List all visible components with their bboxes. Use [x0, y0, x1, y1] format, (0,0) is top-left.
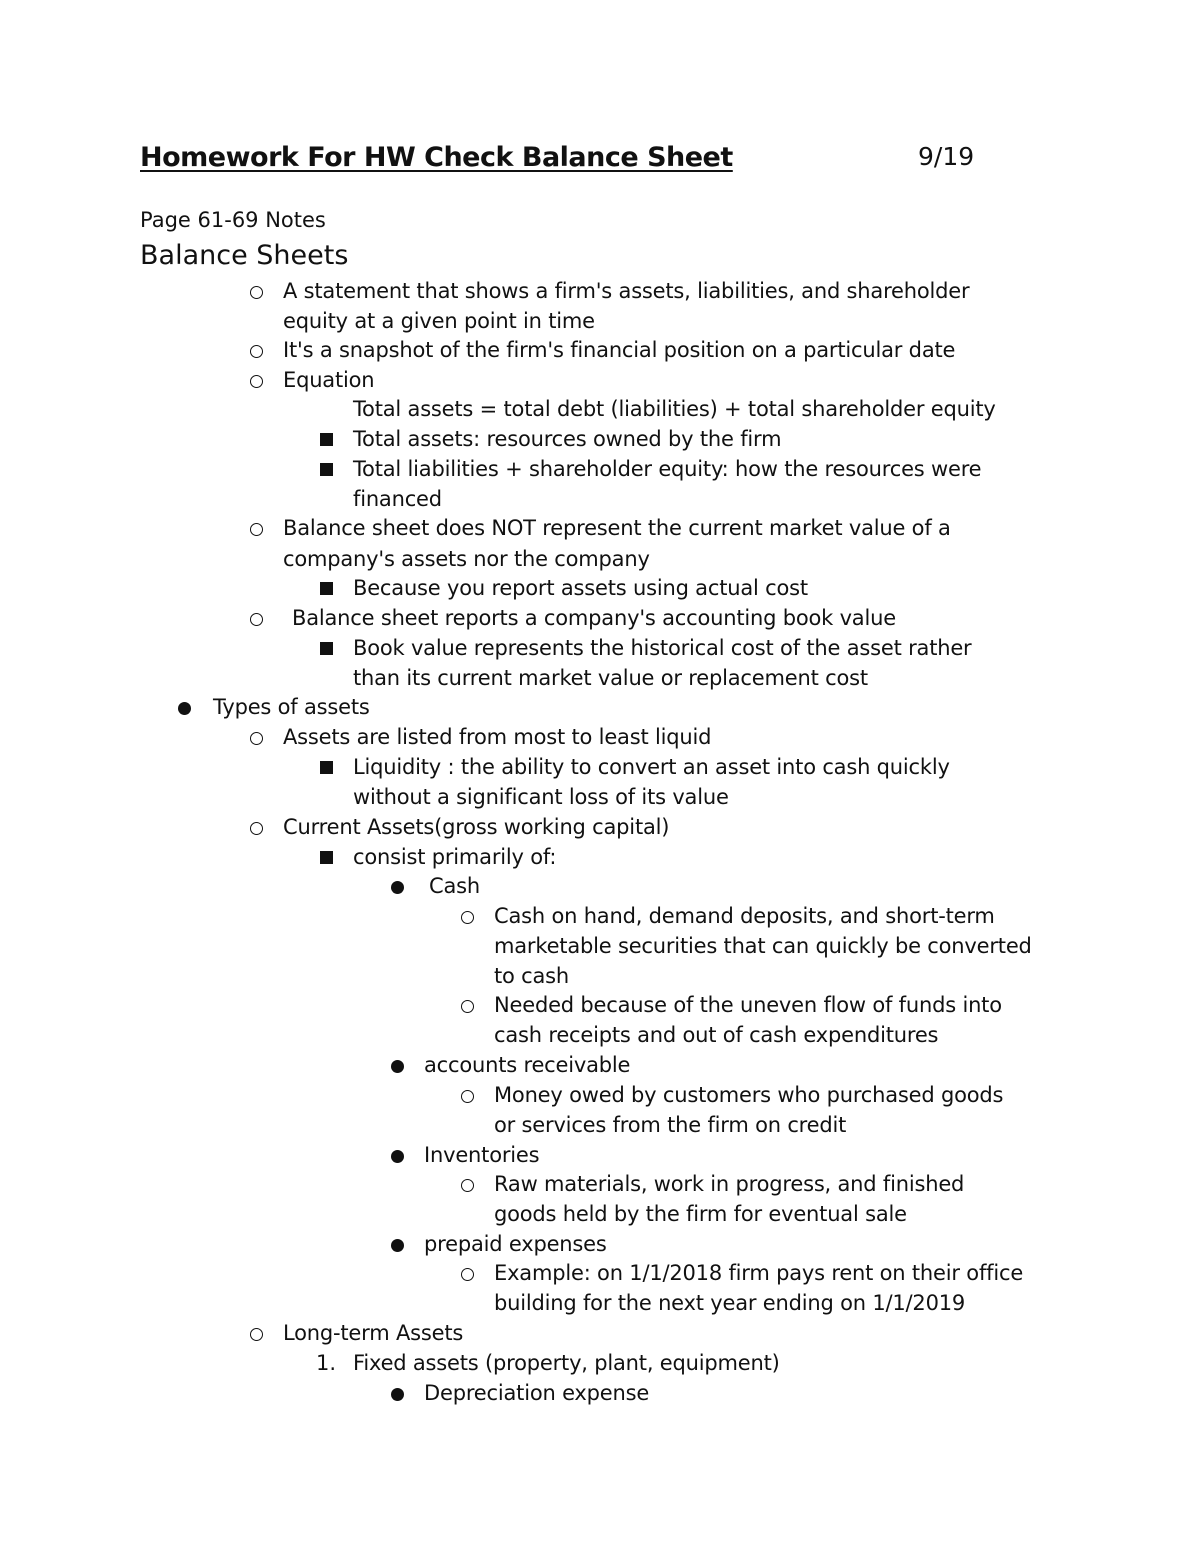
square-bullet-icon [320, 761, 333, 774]
filled-bullet-icon [391, 1060, 404, 1073]
open-circle-bullet-icon [461, 911, 474, 924]
note-line: Equation [283, 368, 375, 392]
note-line: Needed because of the uneven flow of funds into [494, 993, 1002, 1017]
open-circle-bullet-icon [461, 1179, 474, 1192]
note-line: prepaid expenses [424, 1232, 607, 1256]
note-line: Assets are listed from most to least liquid [283, 725, 712, 749]
note-line: Total liabilities + shareholder equity: how the resources were [353, 457, 982, 481]
square-bullet-icon [320, 582, 333, 595]
open-circle-bullet-icon [461, 1268, 474, 1281]
page-title: Homework For HW Check Balance Sheet [140, 142, 733, 173]
note-line: Money owed by customers who purchased goods [494, 1083, 1004, 1107]
note-line: Total assets: resources owned by the firm [353, 427, 782, 451]
square-bullet-icon [320, 463, 333, 476]
note-line: Raw materials, work in progress, and finished [494, 1172, 965, 1196]
note-line: without a significant loss of its value [353, 785, 729, 809]
note-line: Inventories [424, 1143, 540, 1167]
note-line: accounts receivable [424, 1053, 631, 1077]
filled-bullet-icon [391, 881, 404, 894]
square-bullet-icon [320, 642, 333, 655]
note-line: to cash [494, 964, 570, 988]
equation-line: Total assets = total debt (liabilities) + total shareholder equity [353, 397, 996, 421]
open-circle-bullet-icon [250, 613, 263, 626]
note-line: consist primarily of: [353, 845, 557, 869]
note-line: Fixed assets (property, plant, equipment) [353, 1351, 780, 1375]
note-line: Liquidity : the ability to convert an asset into cash quickly [353, 755, 950, 779]
square-bullet-icon [320, 851, 333, 864]
open-circle-bullet-icon [250, 523, 263, 536]
note-line: building for the next year ending on 1/1/2019 [494, 1291, 966, 1315]
note-line: Cash on hand, demand deposits, and short-term [494, 904, 995, 928]
filled-bullet-icon [178, 702, 191, 715]
note-line: or services from the firm on credit [494, 1113, 847, 1137]
filled-bullet-icon [391, 1239, 404, 1252]
note-line: Cash [429, 874, 480, 898]
page-notes-label: Page 61-69 Notes [140, 208, 326, 232]
open-circle-bullet-icon [250, 732, 263, 745]
note-line: Book value represents the historical cost of the asset rather [353, 636, 972, 660]
note-line: goods held by the firm for eventual sale [494, 1202, 907, 1226]
note-line: Depreciation expense [424, 1381, 650, 1405]
filled-bullet-icon [391, 1150, 404, 1163]
open-circle-bullet-icon [250, 1328, 263, 1341]
date-label: 9/19 [918, 142, 975, 171]
note-line: Example: on 1/1/2018 firm pays rent on their office [494, 1261, 1024, 1285]
list-number: 1. [316, 1351, 337, 1375]
note-line: Balance sheet reports a company's accounting book value [292, 606, 896, 630]
open-circle-bullet-icon [250, 822, 263, 835]
note-line: Because you report assets using actual cost [353, 576, 808, 600]
open-circle-bullet-icon [250, 375, 263, 388]
open-circle-bullet-icon [250, 286, 263, 299]
filled-bullet-icon [391, 1388, 404, 1401]
open-circle-bullet-icon [250, 345, 263, 358]
note-line: A statement that shows a firm's assets, liabilities, and shareholder [283, 279, 970, 303]
note-line: Types of assets [213, 695, 370, 719]
note-line: cash receipts and out of cash expenditures [494, 1023, 939, 1047]
open-circle-bullet-icon [461, 1090, 474, 1103]
note-line: marketable securities that can quickly be converted [494, 934, 1032, 958]
note-line: It's a snapshot of the firm's financial position on a particular date [283, 338, 956, 362]
note-line: financed [353, 487, 442, 511]
note-line: than its current market value or replacement cost [353, 666, 868, 690]
note-line: Balance sheet does NOT represent the current market value of a [283, 516, 951, 540]
section-heading: Balance Sheets [140, 240, 349, 271]
note-line: company's assets nor the company [283, 547, 650, 571]
note-line: equity at a given point in time [283, 309, 595, 333]
note-line: Long-term Assets [283, 1321, 464, 1345]
square-bullet-icon [320, 433, 333, 446]
note-line: Current Assets(gross working capital) [283, 815, 670, 839]
open-circle-bullet-icon [461, 1000, 474, 1013]
